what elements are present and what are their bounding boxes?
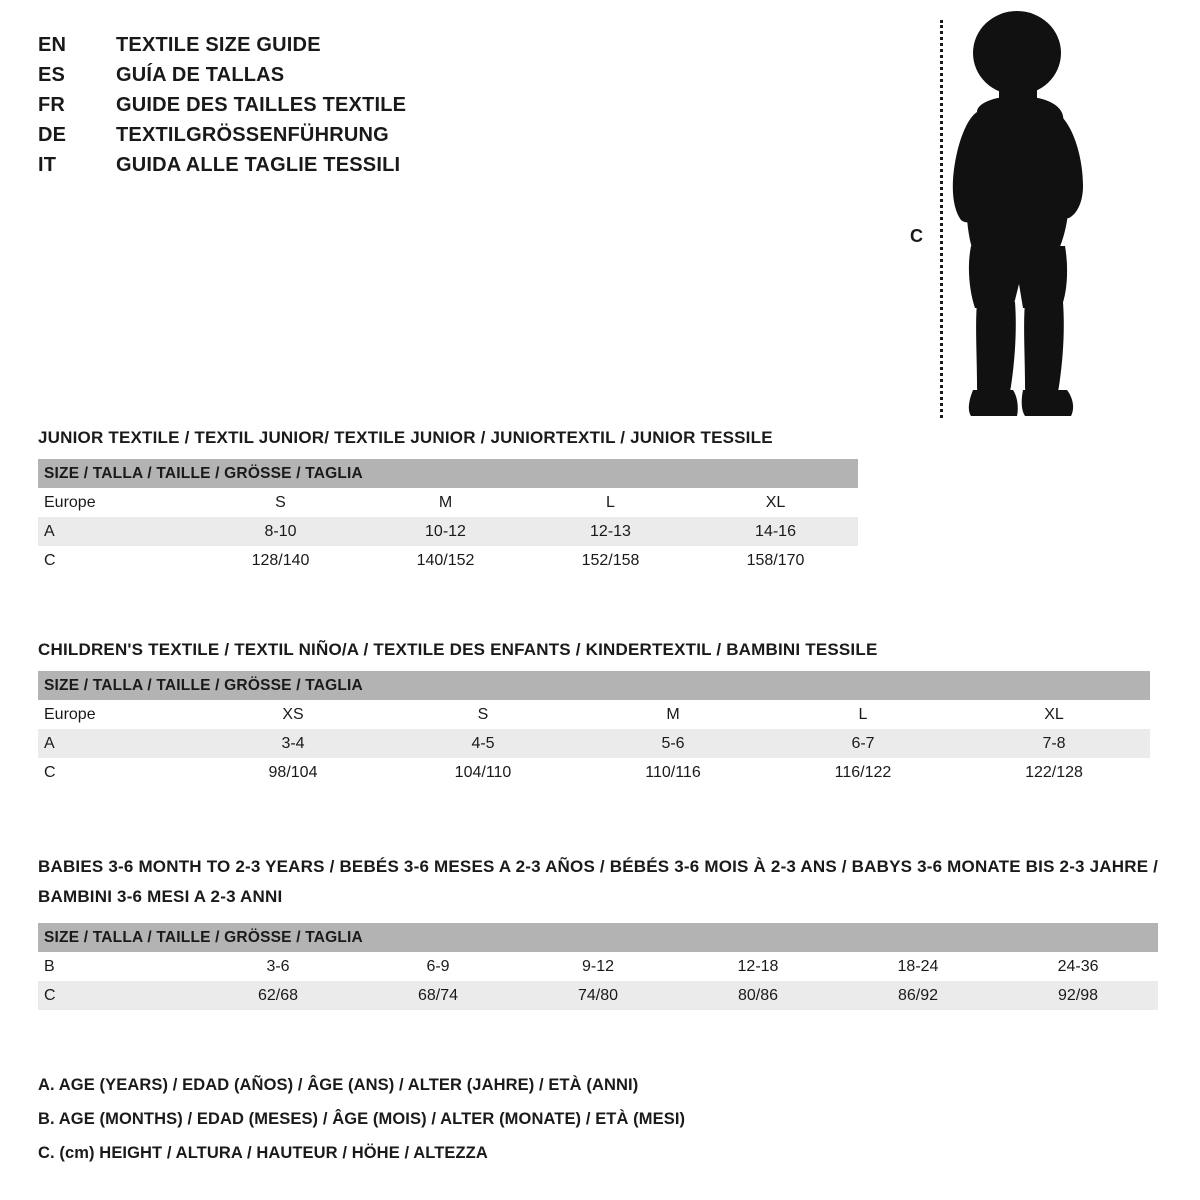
row-label: C	[38, 981, 198, 1010]
table-header-row	[38, 671, 1150, 700]
footnote-height: C. (cm) HEIGHT / ALTURA / HAUTEUR / HÖHE / ALTEZZA	[38, 1144, 488, 1162]
cell: XL	[958, 700, 1150, 729]
language-header	[38, 30, 658, 180]
cell: 68/74	[358, 981, 518, 1010]
babies-size-table	[38, 923, 1158, 1010]
row-label: Europe	[38, 488, 198, 517]
language-title: TEXTILE SIZE GUIDE	[116, 34, 321, 56]
cell: 122/128	[958, 758, 1150, 787]
table-row	[38, 488, 858, 517]
cell: L	[528, 488, 693, 517]
language-title: GUIDA ALLE TAGLIE TESSILI	[116, 154, 401, 176]
language-row	[38, 30, 658, 60]
cell: 98/104	[198, 758, 388, 787]
language-code: EN	[38, 34, 67, 56]
language-title: GUÍA DE TALLAS	[116, 64, 285, 86]
cell: 7-8	[958, 729, 1150, 758]
cell: 12-18	[678, 952, 838, 981]
cell: M	[363, 488, 528, 517]
cell: XS	[198, 700, 388, 729]
row-label: A	[38, 729, 198, 758]
child-silhouette	[925, 8, 1125, 423]
cell: 158/170	[693, 546, 858, 575]
section-title: JUNIOR TEXTILE / TEXTIL JUNIOR/ TEXTILE JUNIOR / JUNIORTEXTIL / JUNIOR TESSILE	[38, 428, 773, 447]
cell: 92/98	[998, 981, 1158, 1010]
section-junior	[38, 428, 1163, 575]
row-label: Europe	[38, 700, 198, 729]
cell: 86/92	[838, 981, 998, 1010]
size-header-label: SIZE / TALLA / TAILLE / GRÖSSE / TAGLIA	[38, 671, 1150, 700]
footnotes	[38, 1068, 1138, 1170]
cell: 12-13	[528, 517, 693, 546]
table-row	[38, 517, 858, 546]
cell: 6-7	[768, 729, 958, 758]
cell: 62/68	[198, 981, 358, 1010]
cell: 152/158	[528, 546, 693, 575]
table-header-row	[38, 923, 1158, 952]
children-size-table	[38, 671, 1150, 787]
table-row	[38, 952, 1158, 981]
cell: S	[388, 700, 578, 729]
table-row	[38, 729, 1150, 758]
figure-area	[880, 8, 1140, 423]
cell: 14-16	[693, 517, 858, 546]
cell: 3-6	[198, 952, 358, 981]
cell: 104/110	[388, 758, 578, 787]
size-header-label: SIZE / TALLA / TAILLE / GRÖSSE / TAGLIA	[38, 923, 1158, 952]
language-title: TEXTILGRÖSSENFÜHRUNG	[116, 124, 389, 146]
table-row	[38, 981, 1158, 1010]
cell: 80/86	[678, 981, 838, 1010]
cell: M	[578, 700, 768, 729]
cell: 4-5	[388, 729, 578, 758]
cell: 24-36	[998, 952, 1158, 981]
language-row	[38, 120, 658, 150]
language-code: IT	[38, 154, 57, 176]
row-label: A	[38, 517, 198, 546]
language-row	[38, 150, 658, 180]
cell: 9-12	[518, 952, 678, 981]
height-dimension-label: C	[910, 226, 923, 246]
cell: 116/122	[768, 758, 958, 787]
footnote-age-years: A. AGE (YEARS) / EDAD (AÑOS) / ÂGE (ANS) / ALTER (JAHRE) / ETÀ (ANNI)	[38, 1076, 639, 1094]
cell: 8-10	[198, 517, 363, 546]
language-code: DE	[38, 124, 67, 146]
junior-size-table	[38, 459, 858, 575]
cell: 6-9	[358, 952, 518, 981]
cell: 3-4	[198, 729, 388, 758]
table-row	[38, 758, 1150, 787]
cell: 128/140	[198, 546, 363, 575]
row-label: C	[38, 758, 198, 787]
language-row	[38, 60, 658, 90]
cell: 110/116	[578, 758, 768, 787]
cell: XL	[693, 488, 858, 517]
cell: 5-6	[578, 729, 768, 758]
section-babies	[38, 852, 1163, 1010]
language-code: FR	[38, 94, 66, 116]
row-label: C	[38, 546, 198, 575]
size-header-label: SIZE / TALLA / TAILLE / GRÖSSE / TAGLIA	[38, 459, 858, 488]
cell: S	[198, 488, 363, 517]
table-header-row	[38, 459, 858, 488]
section-children	[38, 640, 1163, 787]
table-row	[38, 546, 858, 575]
footnote-age-months: B. AGE (MONTHS) / EDAD (MESES) / ÂGE (MOIS) / ALTER (MONATE) / ETÀ (MESI)	[38, 1110, 686, 1128]
table-row	[38, 700, 1150, 729]
cell: L	[768, 700, 958, 729]
cell: 10-12	[363, 517, 528, 546]
section-title: CHILDREN'S TEXTILE / TEXTIL NIÑO/A / TEXTILE DES ENFANTS / KINDERTEXTIL / BAMBINI TESSILE	[38, 640, 878, 659]
row-label: B	[38, 952, 198, 981]
section-title: BABIES 3-6 MONTH TO 2-3 YEARS / BEBÉS 3-6 MESES A 2-3 AÑOS / BÉBÉS 3-6 MOIS À 2-3 ANS / BABYS 3-6 MONATE BIS 2-3 JAHRE / BAMBINI 3-6 MESI A 2-3 ANNI	[38, 857, 1159, 906]
cell: 18-24	[838, 952, 998, 981]
language-row	[38, 90, 658, 120]
language-code: ES	[38, 64, 66, 86]
cell: 140/152	[363, 546, 528, 575]
language-title: GUIDE DES TAILLES TEXTILE	[116, 94, 407, 116]
cell: 74/80	[518, 981, 678, 1010]
